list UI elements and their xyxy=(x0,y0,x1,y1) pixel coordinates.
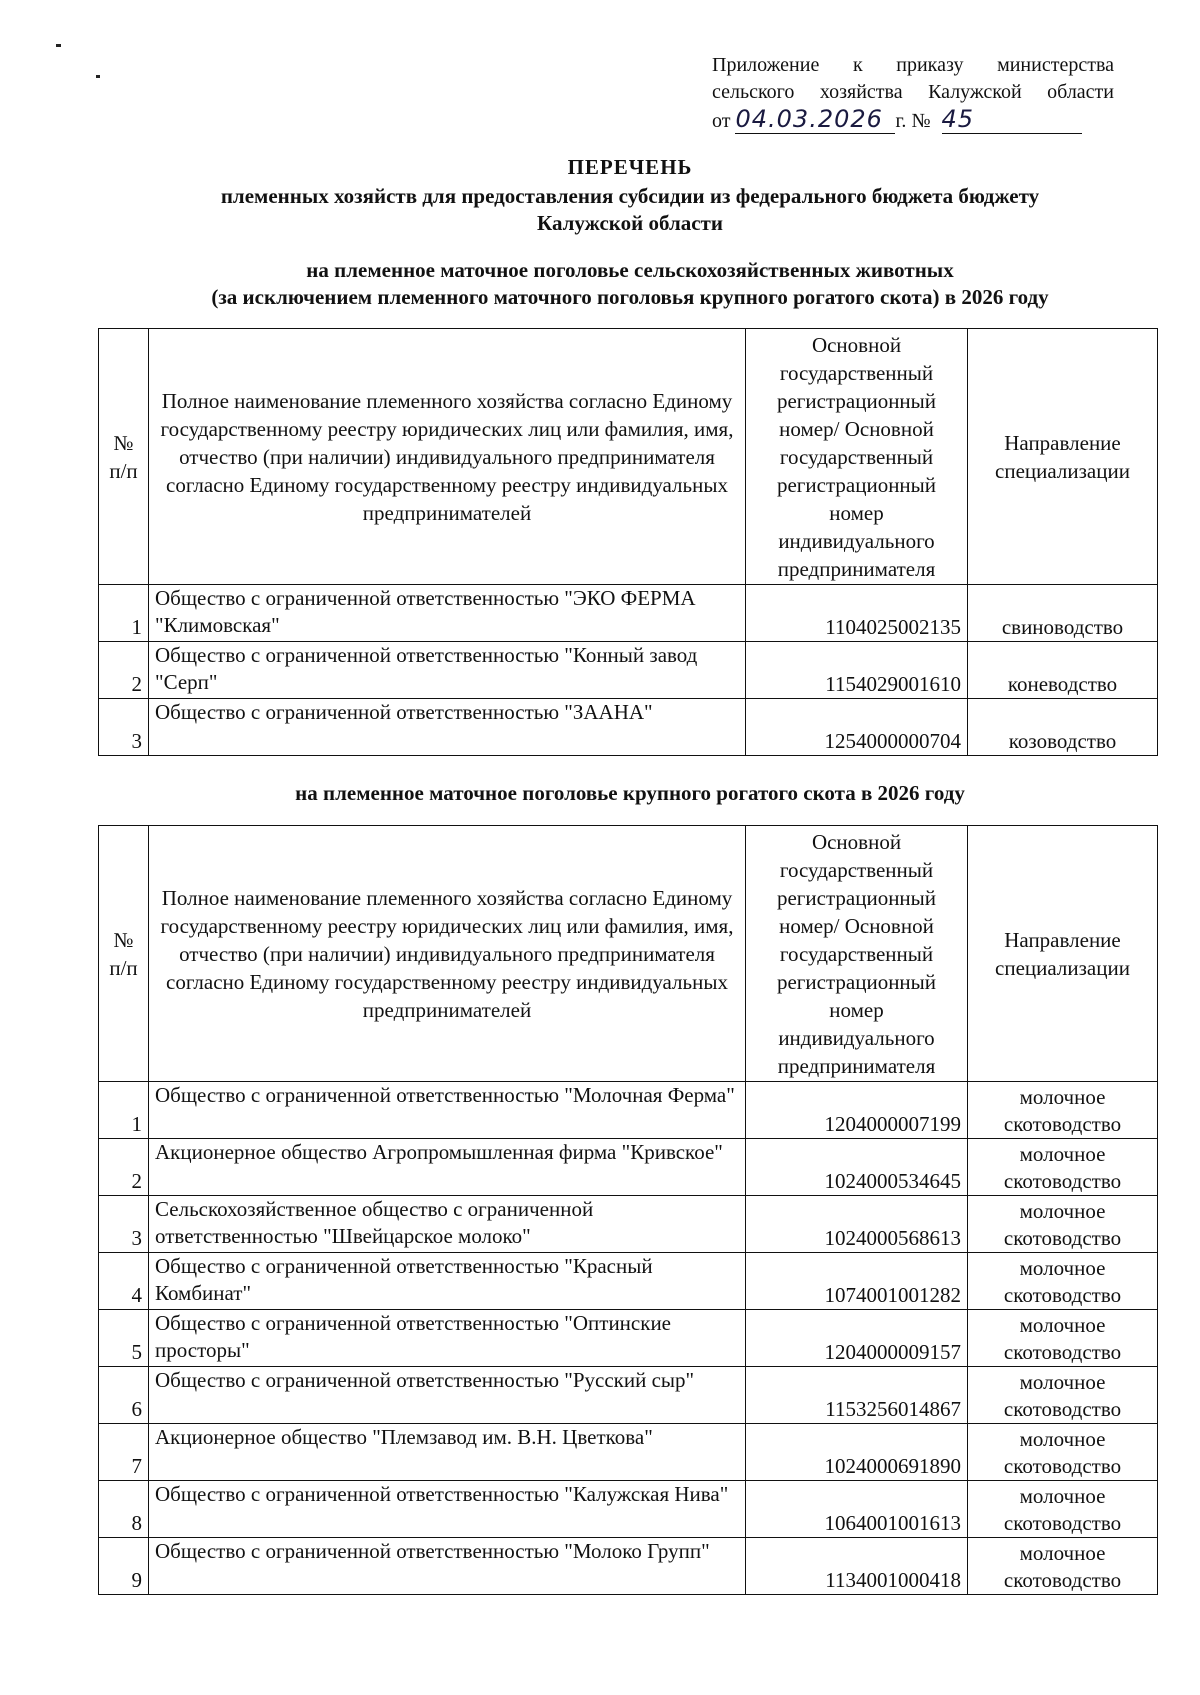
cell-name: Акционерное общество Агропромышленная фирма "Кривское" xyxy=(149,1139,746,1196)
annex-line-2: сельского хозяйства Калужской области xyxy=(712,81,1114,103)
col-header-name: Полное наименование племенного хозяйства согласно Единому государственному реестру юридических лиц или фамилия, имя, отчество (при наличии) индивидуального предпринимателя согласно Единому государственному реестру индивидуальных предпринимателей xyxy=(149,826,746,1082)
cell-no: 9 xyxy=(99,1538,149,1595)
cell-spec: козоводство xyxy=(968,699,1158,756)
cell-name: Сельскохозяйственное общество с ограниченной ответственностью "Швейцарское молоко" xyxy=(149,1196,746,1253)
cell-reg: 1154029001610 xyxy=(746,642,968,699)
cell-no: 1 xyxy=(99,1082,149,1139)
cell-name: Общество с ограниченной ответственностью "Молоко Групп" xyxy=(149,1538,746,1595)
table-row xyxy=(99,1196,1158,1253)
subtitle-line-2: Калужской области xyxy=(537,211,723,235)
table-row xyxy=(99,585,1158,642)
table-row xyxy=(99,1538,1158,1595)
col-header-reg: Основной государственный регистрационный номер/ Основной государственный регистрационный номер индивидуального предпринимателя xyxy=(746,329,968,585)
cell-spec: молочное скотоводство xyxy=(968,1139,1158,1196)
cell-reg: 1134001000418 xyxy=(746,1538,968,1595)
section1-heading xyxy=(0,257,1200,311)
section1-heading-line-1: на племенное маточное поголовье сельскохозяйственных животных xyxy=(306,258,954,282)
cell-spec: молочное скотоводство xyxy=(968,1082,1158,1139)
section1-heading-line-2: (за исключением племенного маточного поголовья крупного рогатого скота) в 2026 году xyxy=(211,285,1049,309)
cell-name: Общество с ограниченной ответственностью "Калужская Нива" xyxy=(149,1481,746,1538)
cell-name: Акционерное общество "Племзавод им. В.Н. Цветкова" xyxy=(149,1424,746,1481)
year-suffix: г. xyxy=(895,110,907,132)
table-row xyxy=(99,1082,1158,1139)
table-cattle xyxy=(98,825,1158,1595)
col-header-name: Полное наименование племенного хозяйства согласно Единому государственному реестру юридических лиц или фамилия, имя, отчество (при наличии) индивидуального предпринимателя согласно Единому государственному реестру индивидуальных предпринимателей xyxy=(149,329,746,585)
cell-spec: молочное скотоводство xyxy=(968,1538,1158,1595)
cell-no: 1 xyxy=(99,585,149,642)
cell-reg: 1104025002135 xyxy=(746,585,968,642)
cell-name: Общество с ограниченной ответственностью "Оптинские просторы" xyxy=(149,1310,746,1367)
table-row xyxy=(99,1253,1158,1310)
cell-name: Общество с ограниченной ответственностью "Конный завод "Серп" xyxy=(149,642,746,699)
table2-body xyxy=(99,1082,1158,1595)
cell-reg: 1254000000704 xyxy=(746,699,968,756)
table-row xyxy=(99,1367,1158,1424)
annex-line-1: Приложение к приказу министерства xyxy=(712,54,1114,76)
cell-spec: молочное скотоводство xyxy=(968,1253,1158,1310)
cell-spec: молочное скотоводство xyxy=(968,1481,1158,1538)
cell-reg: 1024000568613 xyxy=(746,1196,968,1253)
cell-reg: 1153256014867 xyxy=(746,1367,968,1424)
cell-no: 2 xyxy=(99,1139,149,1196)
annex-header xyxy=(712,52,1114,135)
section2-heading: на племенное маточное поголовье крупного рогатого скота в 2026 году xyxy=(295,781,965,805)
table-row xyxy=(99,642,1158,699)
number-label: № xyxy=(911,110,931,132)
col-header-no: № п/п xyxy=(99,826,149,1082)
cell-reg: 1064001001613 xyxy=(746,1481,968,1538)
cell-no: 5 xyxy=(99,1310,149,1367)
scan-speck xyxy=(56,44,61,47)
cell-reg: 1204000007199 xyxy=(746,1082,968,1139)
cell-name: Общество с ограниченной ответственностью "ЗААНА" xyxy=(149,699,746,756)
cell-spec: молочное скотоводство xyxy=(968,1196,1158,1253)
table-header-row xyxy=(99,826,1158,1082)
scan-speck xyxy=(96,75,100,78)
cell-reg: 1074001001282 xyxy=(746,1253,968,1310)
cell-spec: молочное скотоводство xyxy=(968,1367,1158,1424)
cell-no: 8 xyxy=(99,1481,149,1538)
cell-reg: 1204000009157 xyxy=(746,1310,968,1367)
table-header-row xyxy=(99,329,1158,585)
cell-name: Общество с ограниченной ответственностью "Молочная Ферма" xyxy=(149,1082,746,1139)
subtitle-line-1: племенных хозяйств для предоставления субсидии из федерального бюджета бюджету xyxy=(220,184,1040,208)
cell-no: 3 xyxy=(99,699,149,756)
cell-no: 3 xyxy=(99,1196,149,1253)
table-row xyxy=(99,699,1158,756)
document-title: ПЕРЕЧЕНЬ xyxy=(567,155,693,179)
table1-body xyxy=(99,585,1158,756)
col-header-spec: Направление специализации xyxy=(968,826,1158,1082)
cell-no: 4 xyxy=(99,1253,149,1310)
from-label: от xyxy=(712,110,731,132)
cell-spec: молочное скотоводство xyxy=(968,1424,1158,1481)
cell-name: Общество с ограниченной ответственностью "ЭКО ФЕРМА "Климовская" xyxy=(149,585,746,642)
cell-spec: коневодство xyxy=(968,642,1158,699)
table-row xyxy=(99,1481,1158,1538)
handwritten-number: 45 xyxy=(942,106,1082,134)
handwritten-date: 04.03.2026 xyxy=(735,106,895,134)
cell-reg: 1024000691890 xyxy=(746,1424,968,1481)
cell-name: Общество с ограниченной ответственностью "Красный Комбинат" xyxy=(149,1253,746,1310)
cell-reg: 1024000534645 xyxy=(746,1139,968,1196)
annex-date-line xyxy=(712,106,1114,135)
table-row xyxy=(99,1139,1158,1196)
cell-no: 6 xyxy=(99,1367,149,1424)
document-subtitle xyxy=(0,183,1200,237)
cell-no: 7 xyxy=(99,1424,149,1481)
table-row xyxy=(99,1310,1158,1367)
cell-spec: молочное скотоводство xyxy=(968,1310,1158,1367)
col-header-spec: Направление специализации xyxy=(968,329,1158,585)
cell-spec: свиноводство xyxy=(968,585,1158,642)
cell-name: Общество с ограниченной ответственностью "Русский сыр" xyxy=(149,1367,746,1424)
table-other-livestock xyxy=(98,328,1158,756)
col-header-reg: Основной государственный регистрационный номер/ Основной государственный регистрационный номер индивидуального предпринимателя xyxy=(746,826,968,1082)
table-row xyxy=(99,1424,1158,1481)
cell-no: 2 xyxy=(99,642,149,699)
col-header-no: № п/п xyxy=(99,329,149,585)
